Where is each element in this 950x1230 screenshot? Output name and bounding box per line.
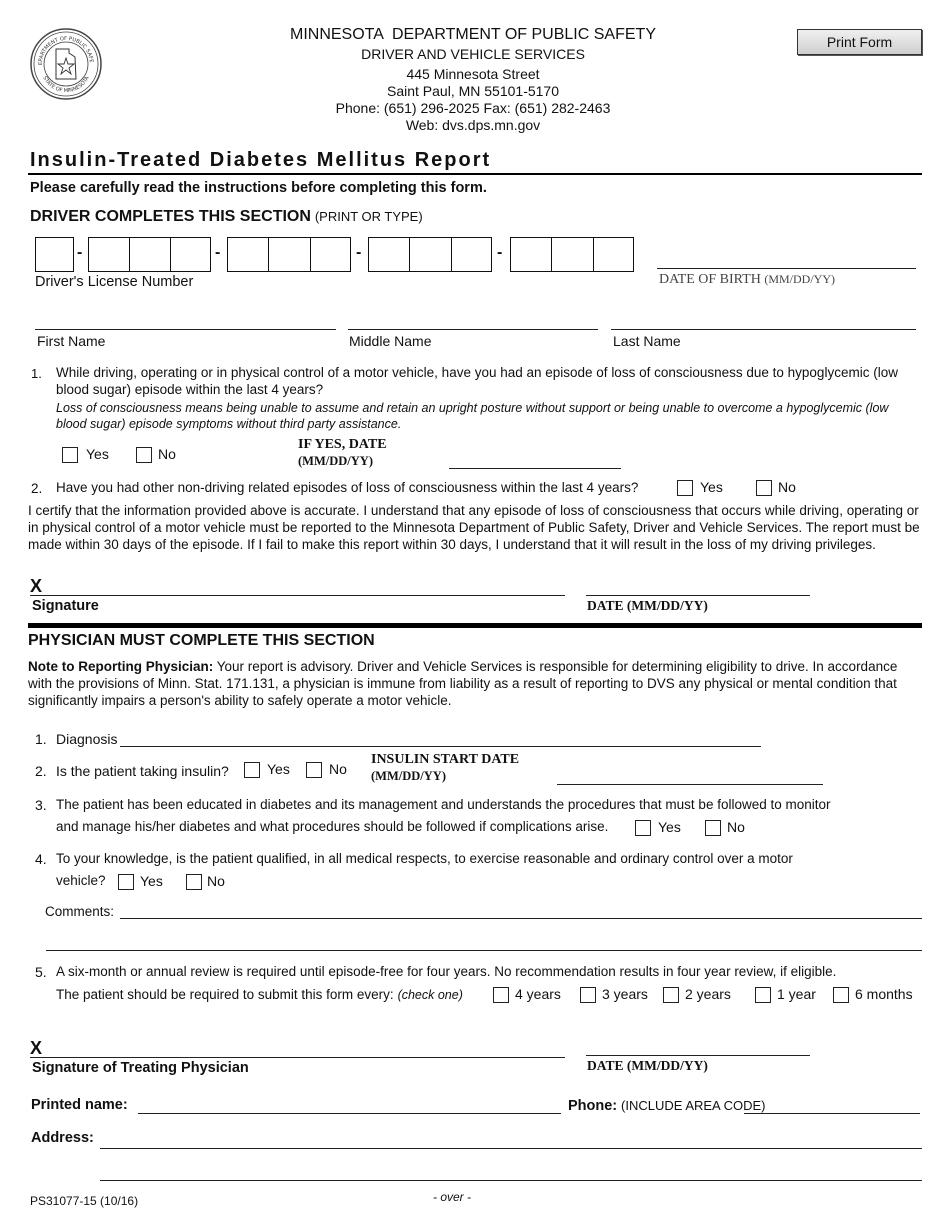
check-one-note: (check one) [397,988,463,1002]
interval-6-months-checkbox[interactable] [833,987,849,1003]
printed-name-field[interactable] [138,1113,561,1114]
phone-field[interactable] [744,1113,920,1114]
physician-note-label: Note to Reporting Physician: [28,659,214,674]
driver-q1-yes-checkbox[interactable] [62,447,78,463]
dl-segment-3[interactable] [227,237,351,272]
signature-x-mark: X [30,576,43,596]
dl-segment-5[interactable] [510,237,634,272]
driver-q1-text: While driving, operating or in physical control of a motor vehicle, have you had an episode of loss of consciousness due to hypoglycemic (low blood sugar) episode within the last 4 years? [56,365,898,397]
phys-q3-yes-label: Yes [658,819,681,835]
phys-q3-no-label: No [727,819,745,835]
phys-q2-no-checkbox[interactable] [306,762,322,778]
phys-q4-yes-checkbox[interactable] [118,874,134,890]
phys-q3-no-checkbox[interactable] [705,820,721,836]
print-form-button[interactable]: Print Form [797,29,922,55]
driver-q2-yes-checkbox[interactable] [677,480,693,496]
driver-q2-yes-label: Yes [700,479,723,495]
physician-note-text: Your report is advisory. Driver and Vehicle Services is responsible for determining eligibility to drive. In accordance with the provisions of Minn. Stat. 171.131, a physician is immune from liability as a result of reporting to DVS any physical or mental condition that significantly impairs a person's ability to safely operate a motor vehicle. [28,659,898,708]
address-label: Address: [31,1130,94,1146]
dl-segment-4[interactable] [368,237,492,272]
phys-q4-number: 4. [35,851,47,867]
physician-date-label: DATE (MM/DD/YY) [587,1058,708,1073]
driver-q2-no-label: No [778,479,796,495]
phys-q5-line2 [56,986,463,1002]
driver-date-label: DATE (MM/DD/YY) [587,598,708,613]
dob-label-text: DATE OF BIRTH [659,272,761,287]
comments-field-2[interactable] [46,950,922,951]
title-rule [28,173,922,175]
dl-dash: - [215,244,221,261]
phone-note: (INCLUDE AREA CODE) [621,1098,766,1113]
phys-q2-yes-label: Yes [267,761,290,777]
division-name: DRIVER AND VEHICLE SERVICES [361,46,585,62]
driver-q2-no-checkbox[interactable] [756,480,772,496]
insulin-start-field[interactable] [557,784,823,785]
instructions-text: Please carefully read the instructions before completing this form. [30,180,487,196]
driver-q1-no-label: No [158,446,176,462]
interval-3-years-checkbox[interactable] [580,987,596,1003]
phys-q3-yes-checkbox[interactable] [635,820,651,836]
phys-q4-line2: vehicle? [56,873,106,888]
printed-name-label: Printed name: [31,1097,128,1113]
phys-q3-number: 3. [35,797,47,813]
interval-4-years-label: 4 years [515,986,561,1002]
phys-q1-text: Diagnosis [56,731,118,747]
dl-dash: - [77,244,83,261]
form-number: PS31077-15 (10/16) [30,1194,139,1208]
driver-q1-number: 1. [31,366,42,381]
phys-q4-yes-label: Yes [140,873,163,889]
first-name-label: First Name [37,333,106,349]
interval-4-years-checkbox[interactable] [493,987,509,1003]
driver-date-field[interactable] [586,595,810,596]
dl-segment-2[interactable] [88,237,211,272]
middle-name-field[interactable] [348,329,598,330]
driver-q2-text: Have you had other non-driving related episodes of loss of consciousness within the last 4 years? [56,480,639,495]
form-title: Insulin-Treated Diabetes Mellitus Report [30,149,492,171]
address-field-2[interactable] [100,1180,922,1181]
physician-section-title: PHYSICIAN MUST COMPLETE THIS SECTION [28,632,375,649]
driver-q1-no-checkbox[interactable] [136,447,152,463]
dob-field[interactable] [657,268,916,269]
physician-signature-label: Signature of Treating Physician [32,1060,249,1076]
diagnosis-field[interactable] [120,746,761,747]
interval-2-years-label: 2 years [685,986,731,1002]
interval-2-years-checkbox[interactable] [663,987,679,1003]
driver-q2-number: 2. [31,481,43,496]
phys-q1-number: 1. [35,731,47,747]
comments-field-1[interactable] [120,918,922,919]
phys-q2-yes-checkbox[interactable] [244,762,260,778]
phys-q4-no-checkbox[interactable] [186,874,202,890]
phys-q2-number: 2. [35,763,47,779]
if-yes-date-label: IF YES, DATE [298,437,387,452]
phone-label [568,1097,766,1114]
dob-label [659,272,835,288]
dob-format: (MM/DD/YY) [764,272,835,286]
interval-6-months-label: 6 months [855,986,913,1002]
phys-q5-line1: A six-month or annual review is required until episode-free for four years. No recommendation results in four year review, if eligible. [56,964,837,979]
driver-section-title [30,208,423,226]
certification-text: I certify that the information provided above is accurate. I understand that any episode of loss of consciousness that occurs while driving, operating or in physical control of a motor vehicle must be reported to the Minnesota Department of Public Safety, Driver and Vehicle Services. The report must be made within 30 days of the episode. If I fail to make this report within 30 days, I understand that it will result in the loss of my driving privileges. [28,503,920,552]
dl-dash: - [356,244,362,261]
driver-section-heading: DRIVER COMPLETES THIS SECTION [30,208,311,225]
svg-text:STATE OF MINNESOTA: STATE OF MINNESOTA [41,75,91,95]
state-seal-logo [29,27,103,101]
comments-label: Comments: [45,904,115,919]
print-or-type-note: (PRINT OR TYPE) [314,209,423,224]
driver-signature-label: Signature [32,598,99,614]
interval-1-year-label: 1 year [777,986,816,1002]
insulin-start-label: INSULIN START DATE [371,752,520,767]
phys-q3-line2: and manage his/her diabetes and what procedures should be followed if complications arise. [56,819,609,834]
page-over-note: - over - [433,1190,472,1204]
if-yes-date-format: (MM/DD/YY) [298,454,373,468]
physician-signature-x-mark: X [30,1038,43,1058]
section-divider [28,623,922,628]
last-name-label: Last Name [613,333,681,349]
svg-text:DEPARTMENT OF PUBLIC SAFETY: EPARTMENT OF PUBLIC SAFE [37,35,94,66]
dl-segment-1[interactable] [35,237,74,272]
dl-label: Driver's License Number [35,274,194,290]
address-city: Saint Paul, MN 55101-5170 [387,83,559,99]
phone-label-text: Phone: [568,1098,618,1114]
physician-date-field[interactable] [586,1055,810,1056]
address-street: 445 Minnesota Street [406,66,540,82]
last-name-field[interactable] [611,329,916,330]
website: Web: dvs.dps.mn.gov [405,117,541,133]
phys-q2-text: Is the patient taking insulin? [56,763,229,779]
driver-q1-note: Loss of consciousness means being unable to assume and retain an upright posture without support or being unable to overcome a hypoglycemic (low blood sugar) episode symptoms without third party assistance. [56,401,889,431]
phys-q5-number: 5. [35,964,47,980]
phys-q3-line1: The patient has been educated in diabetes and its management and understands the procedures that must be followed to monitor [56,797,831,812]
dl-dash: - [497,244,503,261]
if-yes-date-field[interactable] [449,468,621,469]
phys-q2-no-label: No [329,761,347,777]
address-field-1[interactable] [100,1148,922,1149]
driver-signature-field[interactable] [30,595,565,596]
department-name: MINNESOTA DEPARTMENT OF PUBLIC SAFETY [290,26,656,43]
phone-fax: Phone: (651) 296-2025 Fax: (651) 282-2463 [335,100,611,116]
phys-q4-line1: To your knowledge, is the patient qualified, in all medical respects, to exercise reasonable and ordinary control over a motor [56,851,793,866]
first-name-field[interactable] [35,329,336,330]
interval-3-years-label: 3 years [602,986,648,1002]
physician-note [28,658,908,709]
driver-q1-yes-label: Yes [86,446,109,462]
phys-q5-line2-text: The patient should be required to submit this form every: [56,987,394,1002]
interval-1-year-checkbox[interactable] [755,987,771,1003]
phys-q4-no-label: No [207,873,225,889]
physician-signature-field[interactable] [30,1057,565,1058]
middle-name-label: Middle Name [349,333,432,349]
insulin-start-format: (MM/DD/YY) [371,769,446,783]
